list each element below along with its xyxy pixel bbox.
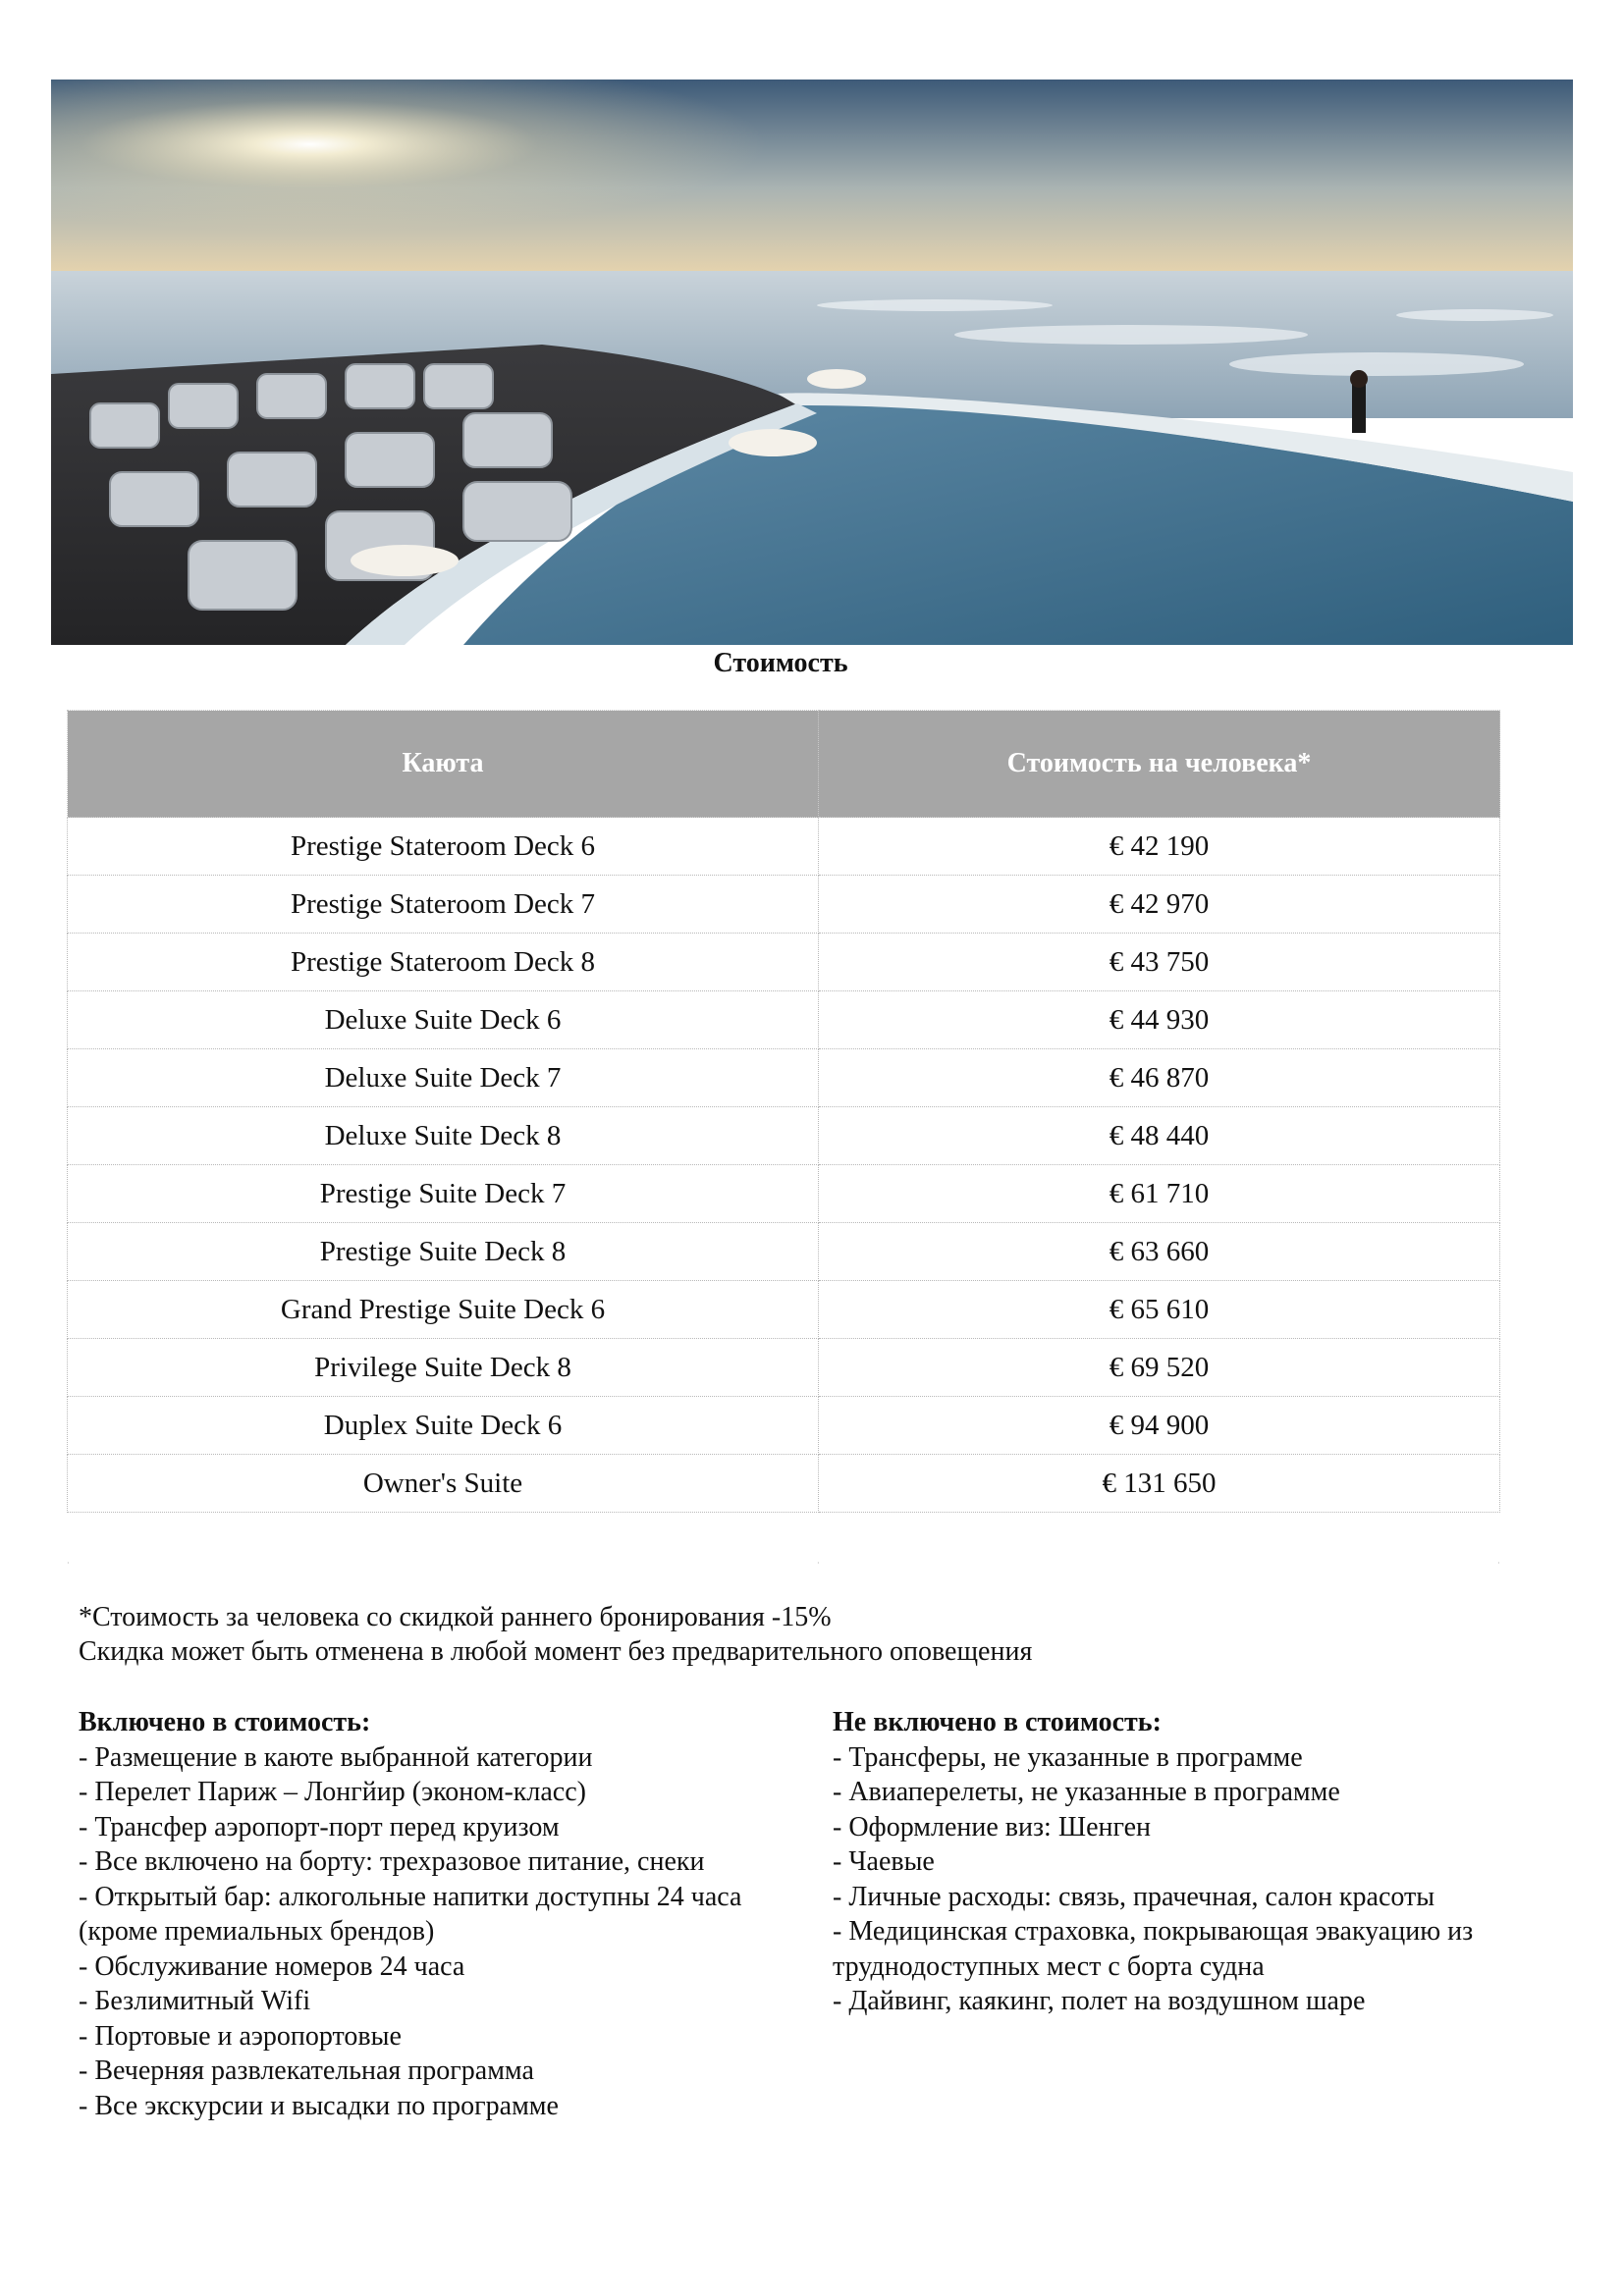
cabin-cell: Prestige Suite Deck 7 [68,1165,819,1223]
list-item: - Трансферы, не указанные в программе [833,1741,1303,1773]
included-section [79,1705,785,2123]
header-cabin: Каюта [68,711,819,818]
excluded-section [833,1705,1540,2019]
price-cell: € 69 520 [819,1339,1500,1397]
cabin-cell: Prestige Stateroom Deck 7 [68,876,819,934]
cabin-cell: Deluxe Suite Deck 6 [68,991,819,1049]
list-item: - Вечерняя развлекательная программа [79,2056,534,2086]
price-cell: € 48 440 [819,1107,1500,1165]
list-item: - Портовые и аэропортовые [79,2020,402,2052]
discount-disclaimer: Скидка может быть отменена в любой момент без предварительного оповещения [79,1636,1033,1667]
included-heading: Включено в стоимость: [79,1707,371,1737]
list-item: - Авиаперелеты, не указанные в программе [833,1777,1340,1807]
table-row [68,1049,1500,1107]
table-remnant-dot: · [1497,1559,1500,1568]
table-row [68,1339,1500,1397]
list-item: - Трансфер аэропорт-порт перед круизом [79,1811,560,1842]
table-header-row [68,711,1500,818]
cabin-cell: Prestige Suite Deck 8 [68,1223,819,1281]
list-item: - Обслуживание номеров 24 часа [79,1950,465,1982]
table-row [68,818,1500,876]
cabin-cell: Deluxe Suite Deck 7 [68,1049,819,1107]
table-row [68,1455,1500,1513]
table-remnant-dot: · [817,1559,820,1568]
price-cell: € 46 870 [819,1049,1500,1107]
included-list [79,1740,785,2124]
list-item: - Размещение в каюте выбранной категории [79,1741,593,1773]
price-cell: € 94 900 [819,1397,1500,1455]
table-row [68,1223,1500,1281]
list-item: - Медицинская страховка, покрывающая эвакуацию из труднодоступных мест с борта судна [833,1916,1474,1982]
price-cell: € 63 660 [819,1223,1500,1281]
table-row [68,991,1500,1049]
table-row [68,1281,1500,1339]
table-row [68,1165,1500,1223]
list-item: - Безлимитный Wifi [79,1986,311,2016]
pool-deck-photo [51,80,1573,645]
cabin-cell: Prestige Stateroom Deck 8 [68,934,819,991]
header-photo [51,80,1573,645]
cabin-cell: Deluxe Suite Deck 8 [68,1107,819,1165]
list-item: - Перелет Париж – Лонгйир (эконом-класс) [79,1777,586,1807]
price-notes [79,1600,1032,1669]
list-item: - Открытый бар: алкогольные напитки доступны 24 часа (кроме премиальных брендов) [79,1881,742,1947]
cabin-cell: Prestige Stateroom Deck 6 [68,818,819,876]
table-row [68,1107,1500,1165]
cabin-cell: Owner's Suite [68,1455,819,1513]
excluded-list [833,1740,1540,2019]
price-cell: € 44 930 [819,991,1500,1049]
table-row [68,1397,1500,1455]
list-item: - Личные расходы: связь, прачечная, салон красоты [833,1881,1435,1912]
list-item: - Дайвинг, каякинг, полет на воздушном шаре [833,1986,1366,2016]
cabin-cell: Duplex Suite Deck 6 [68,1397,819,1455]
cabin-cell: Grand Prestige Suite Deck 6 [68,1281,819,1339]
table-remnant-dot: · [67,1559,70,1568]
list-item: - Все экскурсии и высадки по программе [79,2090,559,2121]
page-title: Стоимость [713,648,848,678]
discount-note: *Стоимость за человека со скидкой раннего бронирования -15% [79,1602,832,1632]
price-cell: € 131 650 [819,1455,1500,1513]
price-cell: € 42 190 [819,818,1500,876]
cabin-cell: Privilege Suite Deck 8 [68,1339,819,1397]
excluded-heading: Не включено в стоимость: [833,1707,1162,1737]
price-cell: € 61 710 [819,1165,1500,1223]
price-cell: € 65 610 [819,1281,1500,1339]
price-cell: € 43 750 [819,934,1500,991]
header-price: Стоимость на человека* [819,711,1500,818]
table-row [68,876,1500,934]
price-table [67,710,1500,1513]
list-item: - Чаевые [833,1846,935,1877]
table-row [68,934,1500,991]
price-cell: € 42 970 [819,876,1500,934]
list-item: - Оформление виз: Шенген [833,1811,1152,1842]
list-item: - Все включено на борту: трехразовое питание, снеки [79,1846,705,1877]
